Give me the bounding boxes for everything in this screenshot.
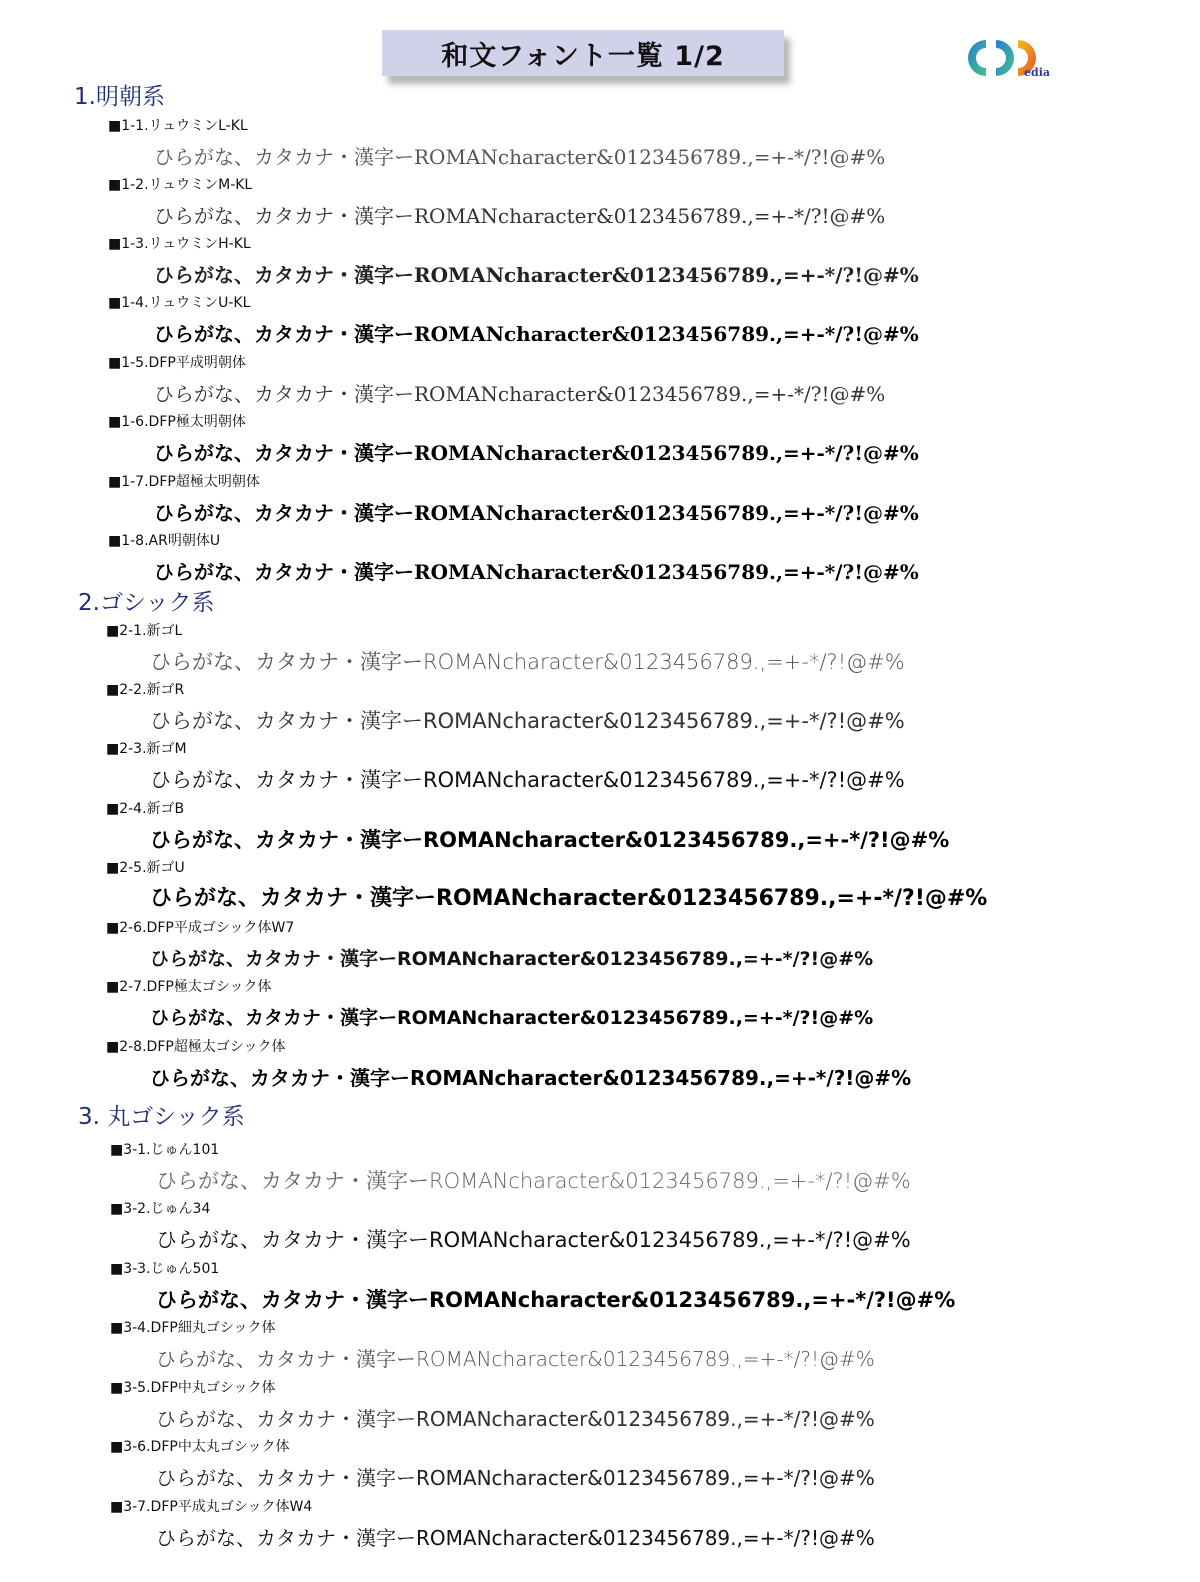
font-sample: ひらがな、カタカナ・漢字ーROMANcharacter&0123456789.,=+-*/?!@#% — [150, 1007, 874, 1029]
font-sample: ひらがな、カタカナ・漢字ーROMANcharacter&0123456789.,=+-*/?!@#% — [154, 322, 919, 346]
font-label: ■1-3.リュウミンH-KL — [108, 236, 251, 252]
font-sample: ひらがな、カタカナ・漢字ーROMANcharacter&0123456789.,=+-*/?!@#% — [150, 828, 950, 852]
font-entry — [108, 414, 919, 468]
font-entry — [106, 623, 905, 677]
font-label: ■2-6.DFP平成ゴシック体W7 — [106, 920, 295, 936]
font-entry — [110, 1439, 875, 1493]
font-entry — [108, 236, 919, 290]
logo-text: edia — [1024, 66, 1050, 79]
font-label: ■1-6.DFP極太明朝体 — [108, 414, 246, 430]
font-label: ■1-7.DFP超極太明朝体 — [108, 474, 260, 490]
font-sample: ひらがな、カタカナ・漢字ーROMANcharacter&0123456789.,=+-*/?!@#% — [156, 1228, 911, 1252]
font-entry — [108, 355, 885, 409]
font-label: ■2-4.新ゴB — [106, 801, 185, 817]
font-label: ■3-4.DFP細丸ゴシック体 — [110, 1320, 276, 1336]
font-label: ■1-4.リュウミンU-KL — [108, 295, 251, 311]
font-label: ■3-5.DFP中丸ゴシック体 — [110, 1380, 276, 1396]
font-entry — [108, 177, 885, 231]
font-label: ■3-3.じゅん501 — [110, 1261, 220, 1277]
font-entry — [108, 295, 919, 349]
font-label: ■2-1.新ゴL — [106, 623, 183, 639]
font-sample: ひらがな、カタカナ・漢字ーROMANcharacter&0123456789.,=+-*/?!@#% — [150, 1066, 912, 1090]
font-label: ■3-2.じゅん34 — [110, 1201, 211, 1217]
font-label: ■2-8.DFP超極太ゴシック体 — [106, 1039, 286, 1055]
font-label: ■1-1.リュウミンL-KL — [108, 118, 248, 134]
font-entry — [106, 801, 949, 855]
font-label: ■1-2.リュウミンM-KL — [108, 177, 253, 193]
font-label: ■1-5.DFP平成明朝体 — [108, 355, 246, 371]
media-logo — [956, 34, 1056, 82]
font-sample: ひらがな、カタカナ・漢字ーROMANcharacter&0123456789.,=+-*/?!@#% — [154, 145, 886, 169]
font-label: ■2-7.DFP極太ゴシック体 — [106, 979, 272, 995]
section-heading-mincho: 1.明朝系 — [74, 84, 165, 110]
font-entry — [110, 1261, 955, 1315]
font-entry — [106, 860, 987, 914]
font-sample: ひらがな、カタカナ・漢字ーROMANcharacter&0123456789.,=+-*/?!@#% — [150, 768, 905, 792]
font-label: ■2-3.新ゴM — [106, 741, 187, 757]
font-sample: ひらがな、カタカナ・漢字ーROMANcharacter&0123456789.,=+-*/?!@#% — [150, 886, 988, 911]
font-entry — [108, 533, 919, 587]
font-entry — [106, 741, 905, 795]
font-entry — [108, 118, 885, 172]
font-sample: ひらがな、カタカナ・漢字ーROMANcharacter&0123456789.,=+-*/?!@#% — [156, 1466, 875, 1490]
font-entry — [108, 474, 919, 528]
section-heading-gothic: 2.ゴシック系 — [78, 590, 215, 616]
font-label: ■2-5.新ゴU — [106, 860, 185, 876]
font-sample: ひらがな、カタカナ・漢字ーROMANcharacter&0123456789.,=+-*/?!@#% — [154, 441, 919, 465]
font-label: ■3-6.DFP中太丸ゴシック体 — [110, 1439, 290, 1455]
font-entry — [106, 1039, 911, 1093]
font-sample: ひらがな、カタカナ・漢字ーROMANcharacter&0123456789.,=+-*/?!@#% — [150, 709, 905, 733]
font-sample: ひらがな、カタカナ・漢字ーROMANcharacter&0123456789.,=+-*/?!@#% — [150, 650, 905, 674]
font-sample: ひらがな、カタカナ・漢字ーROMANcharacter&0123456789.,=+-*/?!@#% — [156, 1347, 875, 1371]
font-entry — [110, 1320, 875, 1374]
font-entry — [106, 920, 873, 974]
font-sample: ひらがな、カタカナ・漢字ーROMANcharacter&0123456789.,=+-*/?!@#% — [154, 204, 886, 228]
font-label: ■1-8.AR明朝体U — [108, 533, 221, 549]
font-entry — [110, 1201, 911, 1255]
font-label: ■2-2.新ゴR — [106, 682, 185, 698]
font-entry — [106, 682, 905, 736]
font-sample: ひらがな、カタカナ・漢字ーROMANcharacter&0123456789.,=+-*/?!@#% — [156, 1526, 875, 1550]
font-entry — [110, 1380, 875, 1434]
font-entry — [110, 1499, 875, 1553]
media-logo-icon — [956, 34, 1056, 82]
section-heading-maru-gothic: 3. 丸ゴシック系 — [78, 1104, 245, 1130]
font-entry — [110, 1142, 911, 1196]
font-sample: ひらがな、カタカナ・漢字ーROMANcharacter&0123456789.,=+-*/?!@#% — [154, 501, 919, 525]
font-label: ■3-7.DFP平成丸ゴシック体W4 — [110, 1499, 313, 1515]
font-sample: ひらがな、カタカナ・漢字ーROMANcharacter&0123456789.,=+-*/?!@#% — [156, 1407, 875, 1431]
font-sample: ひらがな、カタカナ・漢字ーROMANcharacter&0123456789.,=+-*/?!@#% — [156, 1288, 956, 1312]
font-entry — [106, 979, 873, 1033]
font-sample: ひらがな、カタカナ・漢字ーROMANcharacter&0123456789.,=+-*/?!@#% — [150, 948, 874, 970]
page-title: 和文フォント一覧 1/2 — [382, 30, 784, 76]
font-sample: ひらがな、カタカナ・漢字ーROMANcharacter&0123456789.,=+-*/?!@#% — [154, 560, 919, 584]
font-sample: ひらがな、カタカナ・漢字ーROMANcharacter&0123456789.,=+-*/?!@#% — [154, 263, 919, 287]
font-sample: ひらがな、カタカナ・漢字ーROMANcharacter&0123456789.,=+-*/?!@#% — [156, 1169, 911, 1193]
font-sample: ひらがな、カタカナ・漢字ーROMANcharacter&0123456789.,=+-*/?!@#% — [154, 382, 886, 406]
font-label: ■3-1.じゅん101 — [110, 1142, 220, 1158]
